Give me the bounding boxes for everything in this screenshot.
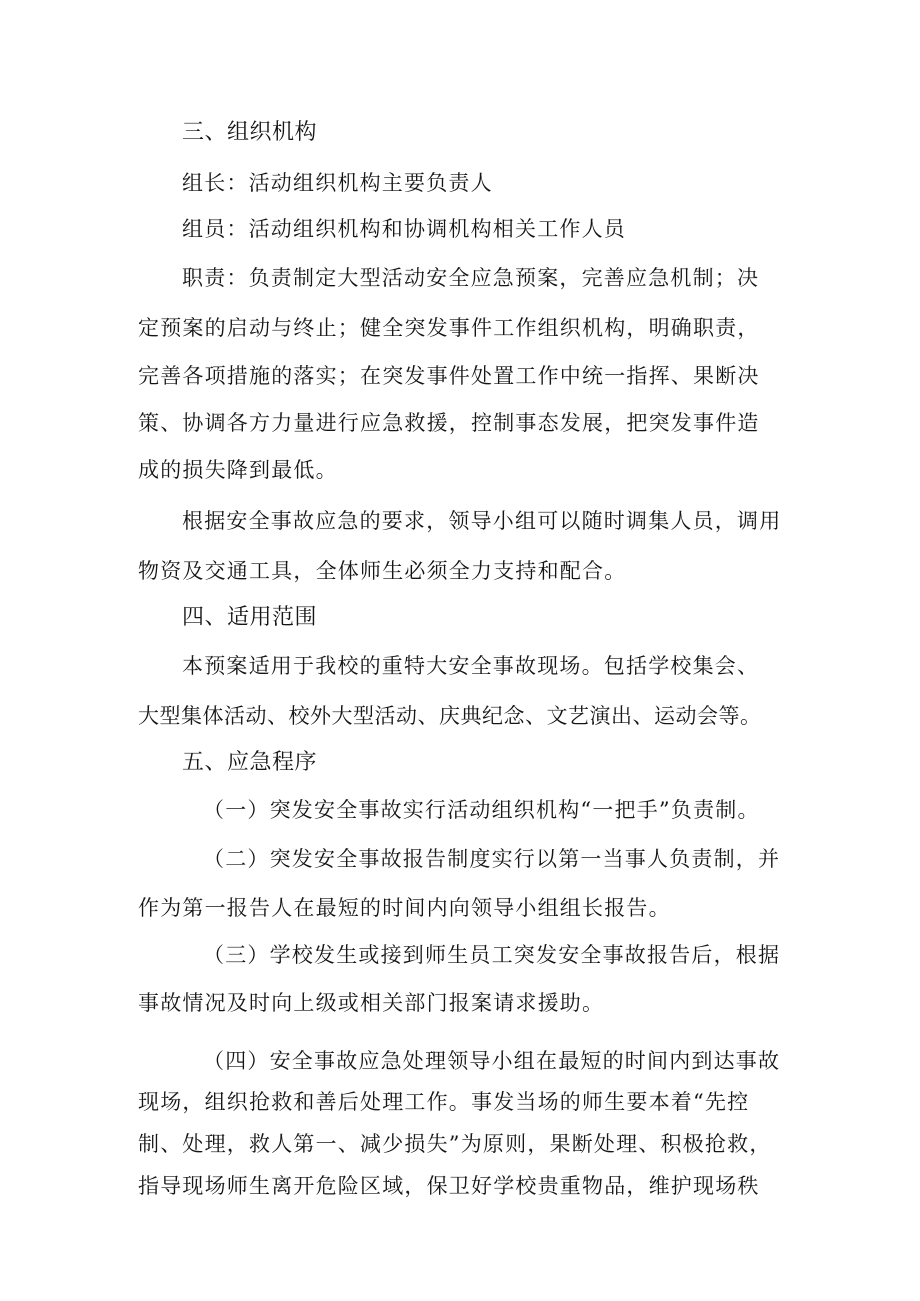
section-5-heading: 五、应急程序 (182, 750, 318, 775)
scope-line: 本预案适用于我校的重特大安全事故现场。包括学校集会、 (182, 654, 760, 678)
section-4-heading: 四、适用范围 (182, 605, 318, 630)
procedure-item-4-line: 现场，组织抢救和善后处理工作。事发当场的师生要本着“先控 (138, 1090, 750, 1114)
authority-line: 物资及交通工具，全体师生必须全力支持和配合。 (138, 559, 627, 583)
procedure-item-4-line: （四）安全事故应急处理领导小组在最短的时间内到达事故 (203, 1049, 781, 1073)
procedure-item-2-line: （二）突发安全事故报告制度实行以第一当事人负责制，并 (203, 847, 781, 871)
duties-line: 成的损失降到最低。 (138, 458, 338, 482)
procedure-item-1: （一）突发安全事故实行活动组织机构“一把手”负责制。 (203, 798, 760, 822)
members-line: 组员：活动组织机构和协调机构相关工作人员 (182, 217, 626, 241)
procedure-item-4-line: 指导现场师生离开危险区域，保卫好学校贵重物品，维护现场秩 (138, 1174, 760, 1198)
procedure-item-4-line: 制、处理，救人第一、减少损失”为原则，果断处理、积极抢救， (138, 1132, 772, 1156)
duties-line: 完善各项措施的落实；在突发事件处置工作中统一指挥、果断决 (138, 364, 760, 388)
leader-line: 组长：活动组织机构主要负责人 (182, 171, 493, 195)
duties-line: 定预案的启动与终止；健全突发事件工作组织机构，明确职责， (138, 316, 760, 340)
authority-line: 根据安全事故应急的要求，领导小组可以随时调集人员，调用 (182, 509, 782, 533)
duties-line: 职责：负责制定大型活动安全应急预案，完善应急机制；决 (182, 266, 760, 290)
procedure-item-3-line: 事故情况及时向上级或相关部门报案请求援助。 (138, 991, 605, 1015)
section-3-heading: 三、组织机构 (182, 120, 318, 145)
scope-line: 大型集体活动、校外大型活动、庆典纪念、文艺演出、运动会等。 (138, 704, 762, 728)
procedure-item-3-line: （三）学校发生或接到师生员工突发安全事故报告后，根据 (203, 943, 781, 967)
procedure-item-2-line: 作为第一报告人在最短的时间内向领导小组组长报告。 (138, 896, 671, 920)
duties-line: 策、协调各方力量进行应急救援，控制事态发展，把突发事件造 (138, 411, 760, 435)
